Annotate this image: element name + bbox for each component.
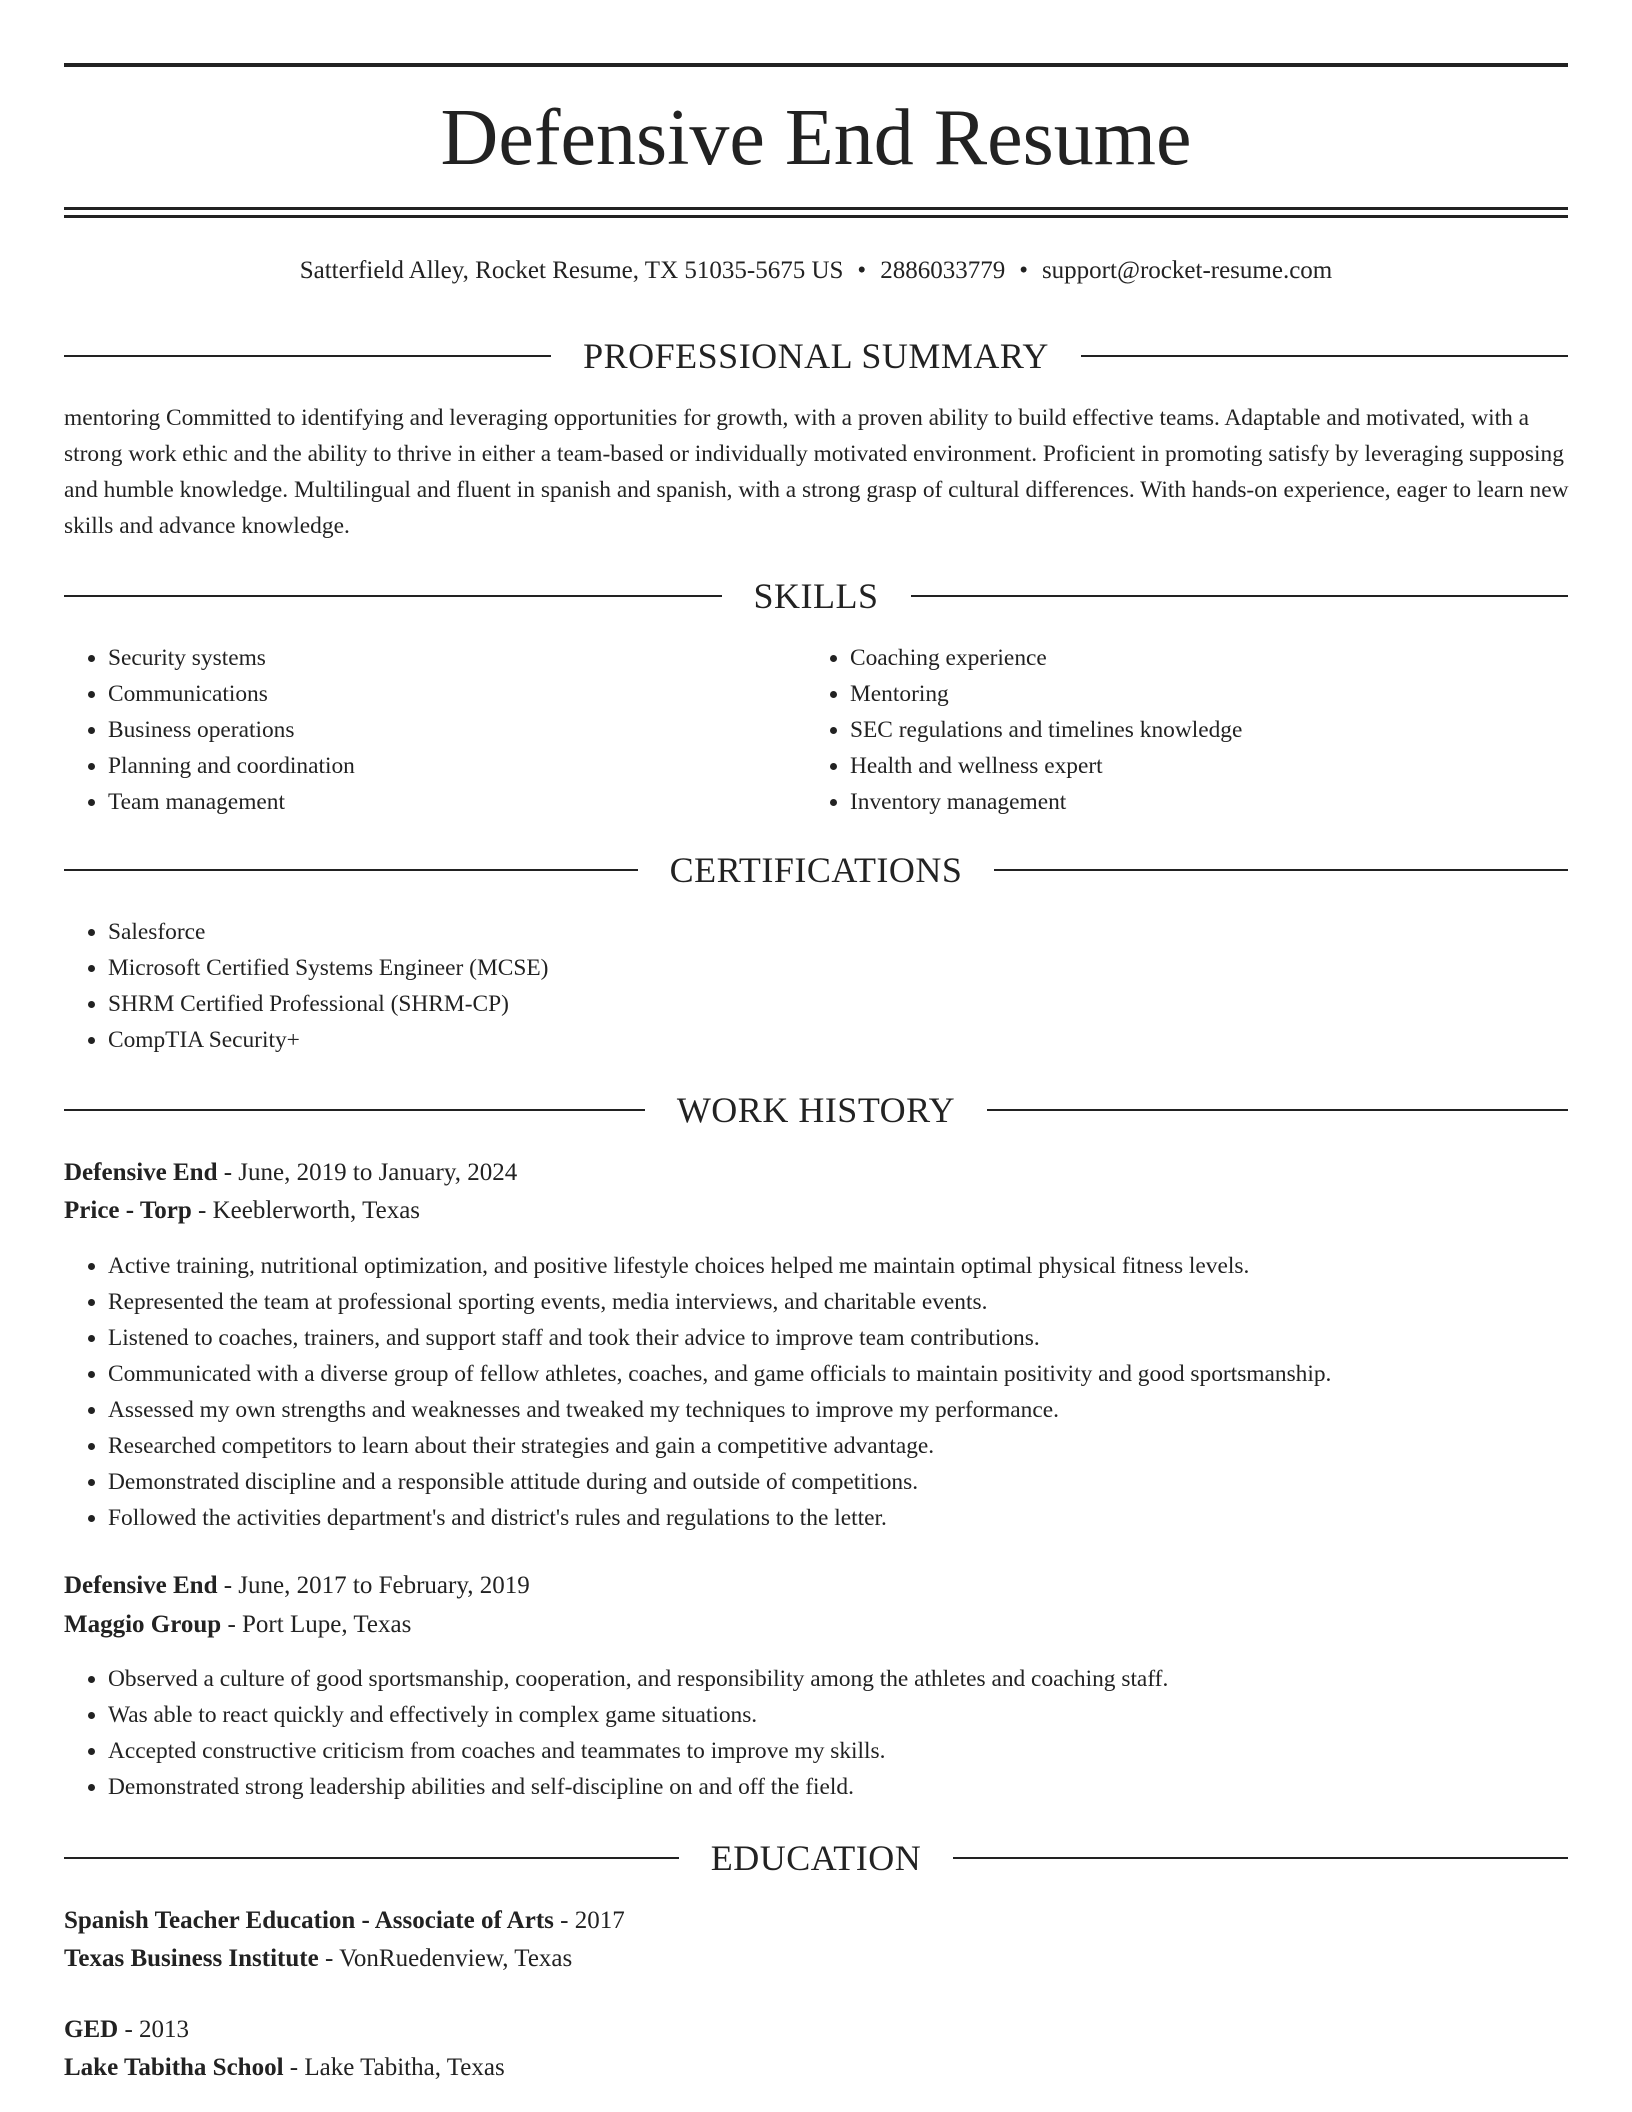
section-heading-skills (64, 574, 1568, 618)
heading-rule (911, 595, 1569, 597)
education-year: - 2017 (553, 1907, 625, 1934)
list-item: • Represented the team at professional sporting events, media interviews, and charitable events. (108, 1284, 1612, 1320)
skills-list-right (806, 640, 1610, 820)
education-degree: GED (64, 2016, 119, 2043)
list-item: • CompTIA Security+ (108, 1022, 1548, 1058)
education-degree-line (64, 1903, 625, 1939)
contact-separator: • (1019, 257, 1028, 284)
job-title: Defensive End (64, 1572, 218, 1599)
heading-rule (64, 595, 722, 597)
job-company-line (64, 1193, 420, 1229)
heading-rule (953, 1857, 1568, 1859)
list-item: • Listened to coaches, trainers, and support staff and took their advice to improve team contributions. (108, 1320, 1612, 1356)
job-location: - Keeblerworth, Texas (191, 1197, 421, 1224)
contact-line (0, 254, 1632, 288)
education-school-line (64, 2050, 505, 2086)
list-item: • Demonstrated strong leadership abilities and self-discipline on and off the field. (108, 1769, 1612, 1805)
education-school: Texas Business Institute (64, 1945, 319, 1972)
list-item: • Security systems (108, 640, 788, 676)
list-item: • Communicated with a diverse group of fellow athletes, coaches, and game officials to maintain positivity and good sportsmanship. (108, 1356, 1612, 1392)
heading-rule (64, 1109, 645, 1111)
heading-rule (994, 869, 1568, 871)
section-title: WORK HISTORY (676, 1090, 956, 1130)
page-title: Defensive End Resume (440, 94, 1192, 182)
top-rule (64, 63, 1568, 67)
list-item: • Inventory management (850, 784, 1610, 820)
job-company: Maggio Group (64, 1611, 222, 1638)
job-title-line (64, 1155, 517, 1191)
list-item: • Microsoft Certified Systems Engineer (MCSE) (108, 950, 1548, 986)
section-title: CERTIFICATIONS (669, 850, 963, 890)
contact-separator: • (857, 257, 867, 284)
list-item: • Was able to react quickly and effectively in complex game situations. (108, 1697, 1612, 1733)
job-location: - Port Lupe, Texas (221, 1611, 412, 1638)
section-heading-work-history (64, 1088, 1568, 1132)
list-item: • Planning and coordination (108, 748, 788, 784)
title-double-rule-top (64, 207, 1568, 210)
contact-email: support@rocket-resume.com (1041, 257, 1333, 284)
job-title: Defensive End (64, 1159, 218, 1186)
list-item: • Followed the activities department's and district's rules and regulations to the letter. (108, 1500, 1612, 1536)
education-year: - 2013 (118, 2016, 190, 2043)
list-item: • Salesforce (108, 914, 1548, 950)
certifications-list (64, 914, 1548, 1058)
education-school-line (64, 1941, 572, 1977)
list-item: • Accepted constructive criticism from coaches and teammates to improve my skills. (108, 1733, 1612, 1769)
heading-rule (64, 355, 551, 357)
contact-address: Satterfield Alley, Rocket Resume, TX 51035-5675 US (299, 257, 844, 284)
section-title: EDUCATION (710, 1838, 922, 1878)
section-heading-certifications (64, 848, 1568, 892)
job-company: Price - Torp (64, 1197, 192, 1224)
skills-list-left (64, 640, 788, 820)
list-item: • Communications (108, 676, 788, 712)
education-degree-line (64, 2012, 189, 2048)
list-item: • Coaching experience (850, 640, 1610, 676)
summary-text: mentoring Committed to identifying and leveraging opportunities for growth, with a proven ability to build effective teams. Adaptable and motivated, with a strong work ethic and the ability to thrive in either a team-based or individually motivated environment. Proficient in promoting satisfy by leveraging supposing and humble knowledge. Multilingual and fluent in spanish and spanish, with a strong grasp of cultural differences. With hands-on experience, eager to learn new skills and advance knowledge. (64, 405, 1569, 539)
list-item: • SHRM Certified Professional (SHRM-CP) (108, 986, 1548, 1022)
education-school: Lake Tabitha School (64, 2054, 284, 2081)
list-item: • Observed a culture of good sportsmanship, cooperation, and responsibility among the athletes and coaching staff. (108, 1661, 1612, 1697)
heading-rule (64, 869, 638, 871)
list-item: • Researched competitors to learn about their strategies and gain a competitive advantage. (108, 1428, 1612, 1464)
section-heading-education (64, 1836, 1568, 1880)
list-item: • Business operations (108, 712, 788, 748)
heading-rule (64, 1857, 679, 1859)
list-item: • Mentoring (850, 676, 1610, 712)
list-item: • SEC regulations and timelines knowledge (850, 712, 1610, 748)
job-dates: - June, 2017 to February, 2019 (217, 1572, 530, 1599)
list-item: • Team management (108, 784, 788, 820)
section-title: PROFESSIONAL SUMMARY (583, 336, 1049, 376)
education-location: - Lake Tabitha, Texas (283, 2054, 505, 2081)
job-bullets (64, 1661, 1612, 1805)
job-bullets (64, 1248, 1612, 1536)
list-item: • Active training, nutritional optimization, and positive lifestyle choices helped me maintain optimal physical fitness levels. (108, 1248, 1612, 1284)
job-dates: - June, 2019 to January, 2024 (217, 1159, 518, 1186)
job-title-line (64, 1568, 530, 1604)
job-company-line (64, 1607, 411, 1643)
heading-rule (1081, 355, 1568, 357)
heading-rule (987, 1109, 1568, 1111)
list-item: • Assessed my own strengths and weaknesses and tweaked my techniques to improve my performance. (108, 1392, 1612, 1428)
section-heading-summary (64, 334, 1568, 378)
list-item: • Demonstrated discipline and a responsible attitude during and outside of competitions. (108, 1464, 1612, 1500)
title-double-rule-bottom (64, 215, 1568, 218)
education-degree: Spanish Teacher Education - Associate of Arts (64, 1907, 554, 1934)
list-item: • Health and wellness expert (850, 748, 1610, 784)
education-location: - VonRuedenview, Texas (318, 1945, 573, 1972)
contact-phone: 2886033779 (880, 257, 1006, 284)
section-title: SKILLS (753, 576, 879, 616)
